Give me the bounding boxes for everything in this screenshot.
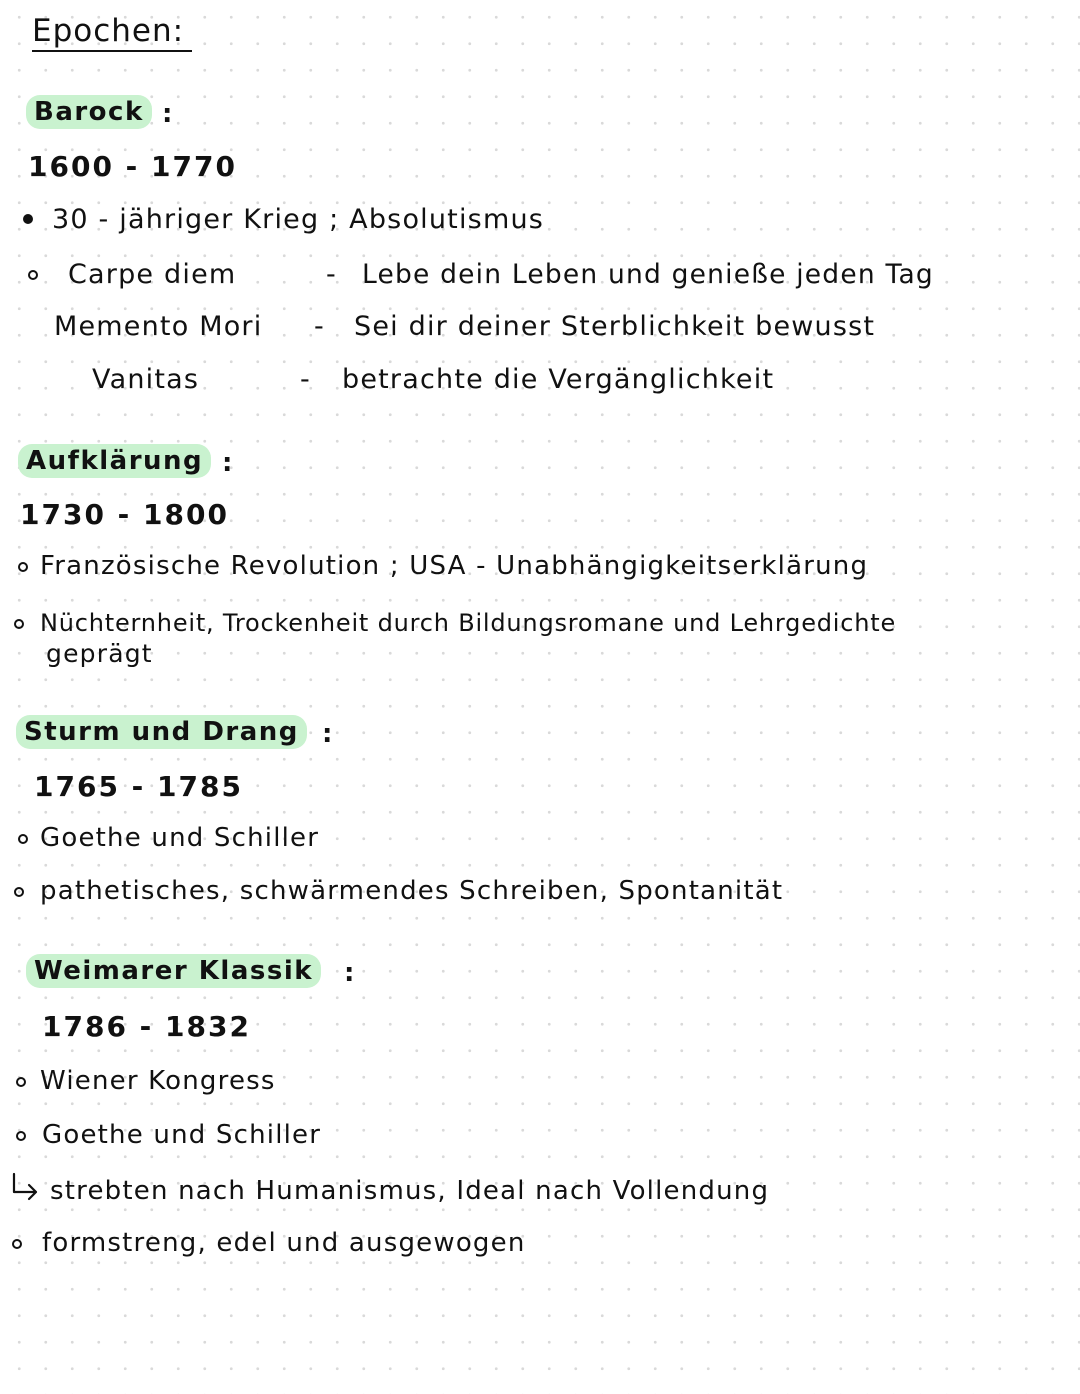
term-carpe-diem: Carpe diem [68, 259, 237, 290]
section-dates-aufklaerung: 1730 - 1800 [20, 498, 229, 531]
heading-colon: : [162, 99, 173, 129]
bullet-dot-icon [28, 270, 38, 280]
sub-arrow-icon [8, 1172, 42, 1202]
heading-colon: : [344, 958, 355, 988]
title-underline [32, 50, 192, 52]
term-dash: - [326, 259, 337, 290]
bullet-aufklaerung-1: Französische Revolution ; USA - Unabhängigkeitserklärung [40, 551, 869, 581]
bullet-dot-icon [18, 834, 28, 844]
bullet-aufklaerung-2: Nüchternheit, Trockenheit durch Bildungsromane und Lehrgedichte [40, 609, 897, 637]
bullet-barock-1: 30 - jähriger Krieg ; Absolutismus [52, 204, 545, 235]
bullet-dot-icon [14, 887, 24, 897]
term-dash: - [314, 311, 325, 342]
meaning-carpe-diem: Lebe dein Leben und genieße jeden Tag [362, 259, 934, 290]
heading-colon: : [322, 719, 333, 749]
section-dates-barock: 1600 - 1770 [28, 150, 237, 183]
term-vanitas: Vanitas [92, 364, 200, 395]
section-dates-weimarer-klassik: 1786 - 1832 [42, 1010, 251, 1043]
bullet-dot-icon [16, 1131, 26, 1141]
meaning-vanitas: betrachte die Vergänglichkeit [342, 364, 775, 395]
page-title: Epochen: [32, 13, 185, 49]
section-heading-weimarer-klassik: Weimarer Klassik [26, 954, 321, 988]
heading-colon: : [222, 448, 233, 478]
section-dates-sturm-und-drang: 1765 - 1785 [34, 770, 243, 803]
meaning-memento-mori: Sei dir deiner Sterblichkeit bewusst [354, 311, 876, 342]
bullet-dot-icon [14, 619, 24, 629]
bullet-dot-icon [16, 1077, 26, 1087]
bullet-dot-icon [12, 1239, 22, 1249]
bullet-dot-icon [23, 214, 33, 224]
section-heading-sturm-und-drang: Sturm und Drang [16, 715, 307, 749]
bullet-dot-icon [18, 562, 28, 572]
bullet-weimar-2: Goethe und Schiller [42, 1120, 322, 1150]
bullet-sturm-1: Goethe und Schiller [40, 823, 320, 853]
bullet-aufklaerung-2-cont: geprägt [46, 639, 153, 668]
section-heading-aufklaerung: Aufklärung [18, 444, 211, 478]
bullet-weimar-4: formstreng, edel und ausgewogen [42, 1228, 526, 1258]
term-dash: - [300, 364, 311, 395]
section-heading-barock: Barock [26, 95, 152, 129]
bullet-weimar-3: strebten nach Humanismus, Ideal nach Vollendung [50, 1176, 770, 1206]
term-memento-mori: Memento Mori [54, 311, 263, 342]
bullet-sturm-2: pathetisches, schwärmendes Schreiben, Spontanität [40, 876, 784, 906]
bullet-weimar-1: Wiener Kongress [40, 1066, 276, 1096]
